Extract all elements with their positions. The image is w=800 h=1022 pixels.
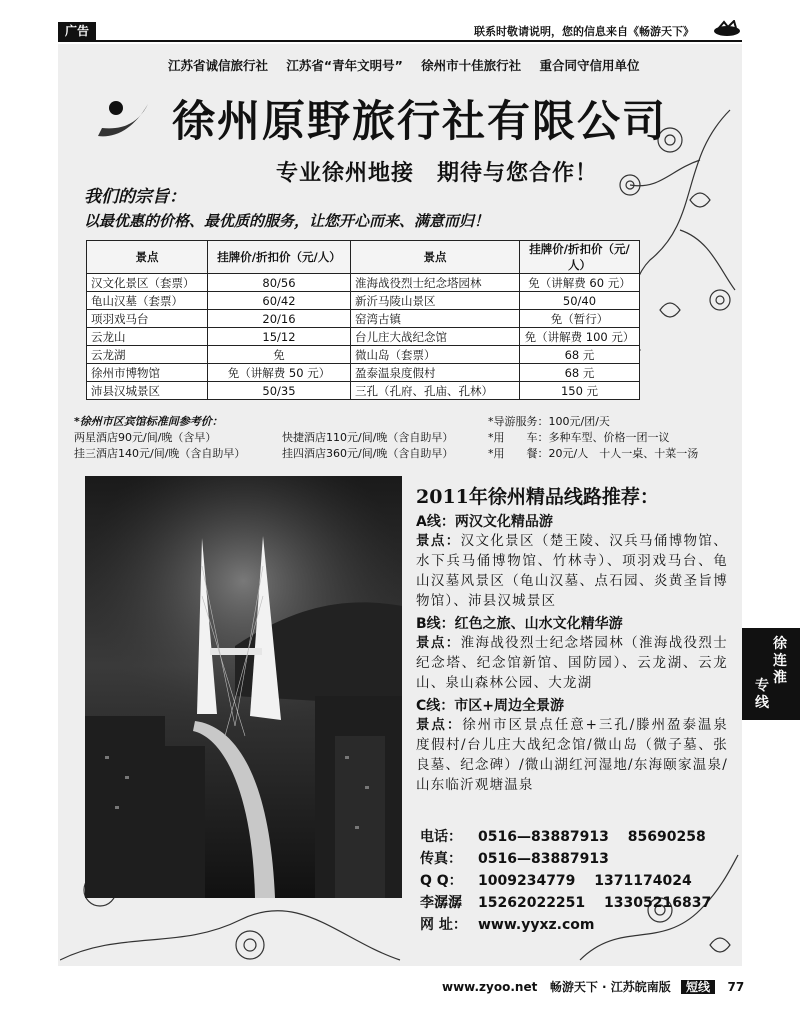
slogan: 专业徐州地接 期待与您合作！: [276, 161, 599, 186]
hotel-prices-title: *徐州市区宾馆标准间参考价：: [74, 415, 223, 428]
price-table-header: [87, 241, 640, 274]
route-c-name: C线：市区+周边全景游: [416, 698, 565, 714]
table-row: [87, 382, 640, 400]
contact-website: [420, 914, 711, 936]
spot-name: 三孔（孔府、孔庙、孔林）: [351, 382, 520, 400]
table-row: [87, 364, 640, 382]
spot-name: 沛县汉城景区: [87, 382, 208, 400]
spot-name: 云龙湖: [87, 346, 208, 364]
spot-price: 68 元: [520, 364, 640, 382]
spot-name: 淮海战役烈士纪念塔园林: [351, 274, 520, 292]
contact-label: Q Q：: [420, 873, 463, 889]
spot-name: 龟山汉墓（套票）: [87, 292, 208, 310]
spots-label: 景点：: [416, 717, 463, 733]
route-b-spots: [416, 633, 728, 693]
spot-name: 台儿庄大战纪念馆: [351, 328, 520, 346]
spot-price: 免（暂行）: [520, 310, 640, 328]
ad-label: 广告: [58, 22, 96, 40]
route-b-spots-text: 淮海战役烈士纪念塔园林（淮海战役烈士纪念塔、纪念馆新馆、国防园）、云龙湖、云龙山、泉山森林公园、大龙湖: [416, 635, 728, 691]
spot-price: 68 元: [520, 346, 640, 364]
spot-name: 云龙山: [87, 328, 208, 346]
contact-value: 0516—83887913 85690258: [478, 829, 706, 845]
spot-price: 免（讲解费 60 元）: [520, 274, 640, 292]
contact-label: 传真：: [420, 851, 462, 867]
route-c-spots-text: 徐州市区景点任意+三孔/滕州盈泰温泉度假村/台儿庄大战纪念馆/微山岛（微子墓、张良墓、纪念碑）/微山湖红河湿地/东海颐家温泉/山东临沂观塘温泉: [416, 717, 728, 793]
contact-phone: [420, 826, 711, 848]
service-prices: [488, 414, 698, 462]
footer-section-badge: 短线: [681, 980, 715, 994]
contact-value: 15262022251 13305216837: [478, 895, 712, 911]
route-a-spots-text: 汉文化景区（楚王陵、汉兵马俑博物馆、水下兵马俑博物馆、竹林寺）、项羽戏马台、龟山汉墓风景区（龟山汉墓、点石园、炎黄圣旨博物馆）、沛县汉城景区: [416, 533, 728, 609]
aim-text: 以最优惠的价格、最优质的服务，让您开心而来、满意而归！: [84, 212, 490, 230]
contact-fax: [420, 848, 711, 870]
spot-name: 项羽戏马台: [87, 310, 208, 328]
route-recommendations: [416, 482, 728, 795]
spot-price: 15/12: [208, 328, 351, 346]
honors-line: 江苏省诚信旅行社 江苏省“青年文明号” 徐州市十佳旅行社 重合同守信用单位: [168, 58, 640, 73]
spot-price: 50/35: [208, 382, 351, 400]
table-row: [87, 310, 640, 328]
contact-value[interactable]: www.yyxz.com: [478, 917, 595, 933]
service-item: *用 车：多种车型、价格一团一议: [488, 431, 670, 444]
contact-qq: [420, 870, 711, 892]
price-table: [86, 240, 640, 400]
hotel-price-item: 快捷酒店110元/间/晚（含自助早）: [282, 431, 454, 444]
route-c-spots: [416, 715, 728, 795]
table-row: [87, 346, 640, 364]
hotel-price-item: 两星酒店90元/间/晚（含早）: [74, 431, 217, 444]
contact-value: 0516—83887913: [478, 851, 609, 867]
service-item: *用 餐：20元/人 十人一桌、十菜一汤: [488, 447, 699, 460]
hotel-price-item: 挂四酒店360元/间/晚（含自助早）: [282, 447, 454, 460]
route-a-name: A线：两汉文化精品游: [416, 514, 553, 530]
contact-label: 电话：: [420, 829, 462, 845]
spot-price: 20/16: [208, 310, 351, 328]
night-bridge-photo: [85, 476, 402, 898]
footer-magazine: 畅游天下 · 江苏皖南版: [549, 980, 671, 994]
contact-label: 网 址：: [420, 917, 467, 933]
route-b-name: B线：红色之旅、山水文化精华游: [416, 616, 623, 632]
spot-price: 免（讲解费 50 元）: [208, 364, 351, 382]
spot-price: 50/40: [520, 292, 640, 310]
spots-label: 景点：: [416, 635, 461, 651]
hotel-price-item: 挂三酒店140元/间/晚（含自助早）: [74, 447, 246, 460]
side-tab-char: 连: [773, 653, 787, 669]
side-tab-char: 线: [755, 695, 769, 711]
col-header-price: 挂牌价/折扣价（元/人）: [208, 241, 351, 274]
spot-name: 微山岛（套票）: [351, 346, 520, 364]
spot-name: 盈泰温泉度假村: [351, 364, 520, 382]
side-tab-char: 徐: [773, 636, 787, 652]
company-name: 徐州原野旅行社有限公司: [172, 97, 667, 147]
page-footer: [442, 978, 744, 995]
spot-name: 汉文化景区（套票）: [87, 274, 208, 292]
aim-title: 我们的宗旨：: [84, 187, 186, 207]
table-row: [87, 292, 640, 310]
spot-name: 徐州市博物馆: [87, 364, 208, 382]
header-rule: [58, 40, 742, 42]
spot-price: 150 元: [520, 382, 640, 400]
col-header-spot: 景点: [87, 241, 208, 274]
table-row: [87, 328, 640, 346]
side-tab-char: 淮: [773, 670, 787, 686]
col-header-spot: 景点: [351, 241, 520, 274]
route-a-spots: [416, 531, 728, 611]
company-logo-icon: [92, 98, 152, 142]
magazine-logo-icon: [712, 20, 742, 38]
spots-label: 景点：: [416, 533, 461, 549]
service-item: *导游服务：100元/团/天: [488, 415, 610, 428]
side-tab-char: 专: [755, 678, 769, 694]
section-side-tab: [742, 628, 800, 720]
contact-info: [420, 826, 711, 936]
contact-value: 1009234779 1371174024: [478, 873, 692, 889]
page-number: 77: [727, 980, 745, 994]
contact-label: 李潺潺: [420, 895, 462, 911]
spot-name: 窑湾古镇: [351, 310, 520, 328]
spot-price: 80/56: [208, 274, 351, 292]
hotel-prices: [74, 414, 453, 462]
spot-name: 新沂马陵山景区: [351, 292, 520, 310]
routes-title: 2011年徐州精品线路推荐：: [416, 486, 659, 508]
spot-price: 免: [208, 346, 351, 364]
footer-site[interactable]: www.zyoo.net: [442, 980, 538, 994]
spot-price: 60/42: [208, 292, 351, 310]
contact-person: [420, 892, 711, 914]
source-note: 联系时敬请说明，您的信息来自《畅游天下》: [474, 25, 694, 38]
spot-price: 免（讲解费 100 元）: [520, 328, 640, 346]
col-header-price: 挂牌价/折扣价（元/人）: [520, 241, 640, 274]
table-row: [87, 274, 640, 292]
